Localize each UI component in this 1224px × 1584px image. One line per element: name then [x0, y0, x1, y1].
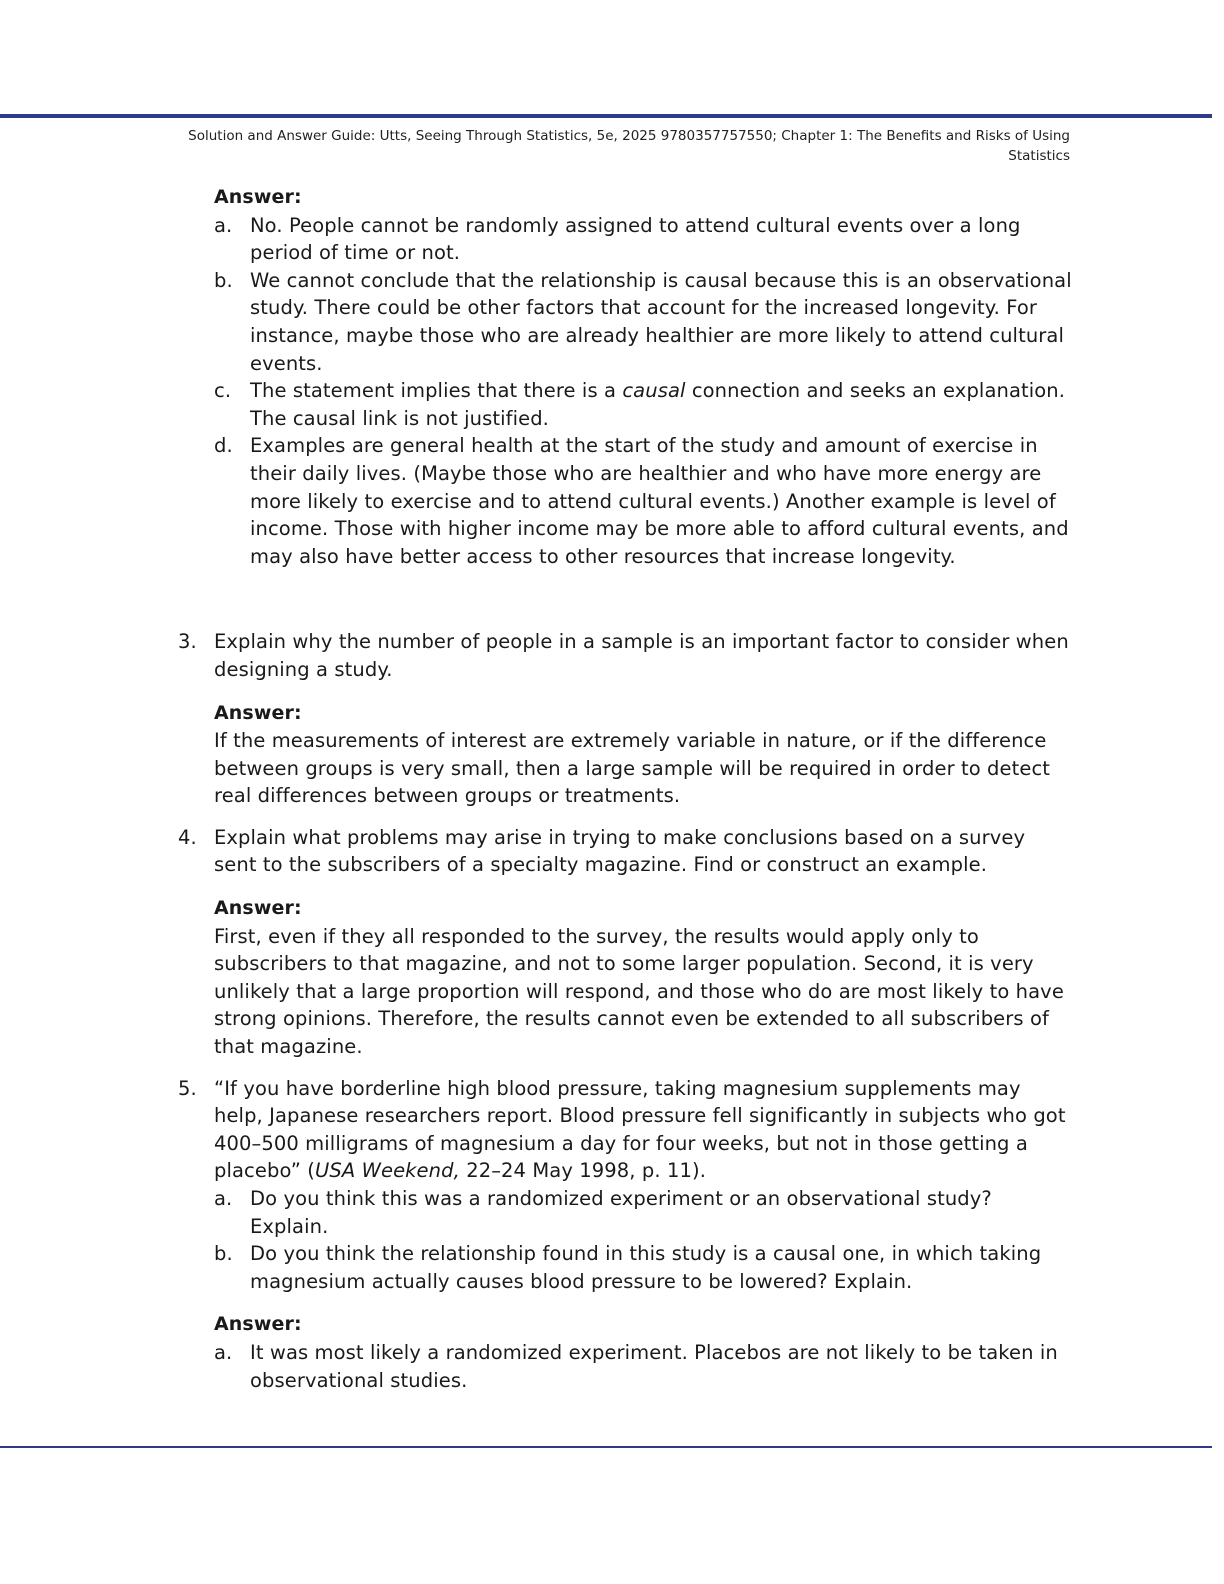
- answer-heading: Answer:: [214, 701, 302, 724]
- question-sub-list: [0, 1185, 1224, 1295]
- answer-item-a: [0, 212, 1224, 267]
- header-line-1: Solution and Answer Guide: Utts, Seeing Through Statistics, 5e, 2025 9780357757550; Chapter 1: The Benefits and Risks of Using: [188, 128, 1070, 144]
- answer-item-c: [0, 377, 1224, 432]
- running-header: [60, 126, 1070, 166]
- answer-heading: Answer:: [214, 897, 302, 920]
- answer-item-d: [0, 432, 1224, 570]
- question-number: 5.: [178, 1076, 197, 1100]
- question-sub-text: Do you think this was a randomized experiment or an observational study? Explain.: [250, 1187, 992, 1238]
- answer-text: [250, 379, 1065, 430]
- question-text: Explain why the number of people in a sample is an important factor to consider when designing a study.: [214, 630, 1069, 681]
- question-text: Explain what problems may arise in trying to make conclusions based on a survey sent to the subscribers of a specialty magazine. Find or construct an example.: [214, 825, 1026, 877]
- answer-list: [0, 1339, 1224, 1394]
- spacer: [0, 570, 1224, 628]
- question-text-part: “If you have borderline high blood pressure, taking magnesium supplements may help, Japanese researchers report. Blood pressure fell significantly in subjects who got 400–500 milligrams of magnesium a day for four weeks, but not in those getting a placebo” (: [214, 1076, 1066, 1183]
- answer-text-part: connection and seeks an explanation. The causal link is not justified.: [250, 379, 1066, 430]
- answer-text: No. People cannot be randomly assigned to attend cultural events over a long period of time or not.: [250, 213, 1021, 265]
- answer-text: Examples are general health at the start of the study and amount of exercise in their daily lives. (Maybe those who are healthier and who have more energy are more likely to exercise and to attend cultural events.) Another example is level of income. Those with higher income may be more able to afford cultural events, and may also have better access to other resources that increase longevity.: [250, 434, 1069, 568]
- spacer: [0, 1295, 1224, 1311]
- answer-item-b: [0, 267, 1224, 377]
- list-marker: a.: [214, 213, 233, 237]
- question-5: [0, 1075, 1224, 1185]
- question-item-a: [0, 1185, 1224, 1240]
- answer-text: We cannot conclude that the relationship is causal because this is an observational study. There could be other factors that account for the increased longevity. For instance, maybe those who are already healthier are more likely to attend cultural events.: [250, 268, 1072, 375]
- header-rule: [0, 114, 1212, 118]
- question-text: [214, 1077, 1066, 1183]
- answer-paragraph: First, even if they all responded to the survey, the results would apply only to subscribers to that magazine, and not to some larger population. Second, it is very unlikely that a large proportion will respond, and those who do are most likely to have strong opinions. Therefore, the results cannot even be extended to all subscribers of that magazine.: [214, 924, 1064, 1059]
- list-marker: d.: [214, 434, 233, 458]
- list-marker: c.: [214, 379, 232, 403]
- emphasis-causal: causal: [622, 379, 686, 403]
- spacer: [0, 810, 1224, 824]
- spacer: [0, 1061, 1224, 1075]
- list-marker: a.: [214, 1187, 233, 1210]
- emphasis-source: USA Weekend,: [315, 1159, 460, 1183]
- spacer: [0, 684, 1224, 700]
- spacer: [0, 879, 1224, 895]
- question-text-part: 22–24 May 1998, p. 11).: [459, 1159, 706, 1183]
- page-content: [0, 184, 1224, 1394]
- question-number: 4.: [178, 825, 197, 849]
- question-3: [0, 628, 1224, 683]
- answer-paragraph: If the measurements of interest are extremely variable in nature, or if the difference between groups is very small, then a large sample will be required in order to detect real differences between groups or treatments.: [214, 729, 1051, 808]
- list-marker: a.: [214, 1340, 233, 1364]
- footer-rule: [0, 1446, 1212, 1448]
- answer-list: [0, 212, 1224, 571]
- question-4: [0, 824, 1224, 879]
- answer-text-part: The statement implies that there is a: [250, 379, 623, 403]
- answer-heading: Answer:: [214, 186, 302, 208]
- list-marker: b.: [214, 268, 233, 292]
- list-marker: b.: [214, 1242, 233, 1266]
- question-item-b: [0, 1240, 1224, 1295]
- question-number: 3.: [178, 630, 197, 654]
- answer-text: It was most likely a randomized experiment. Placebos are not likely to be taken in observational studies.: [250, 1340, 1058, 1392]
- header-line-2: Statistics: [1008, 148, 1070, 164]
- question-sub-text: Do you think the relationship found in this study is a causal one, in which taking magnesium actually causes blood pressure to be lowered? Explain.: [250, 1242, 1042, 1293]
- answer-heading: Answer:: [214, 1313, 302, 1336]
- answer-item-a: [0, 1339, 1224, 1394]
